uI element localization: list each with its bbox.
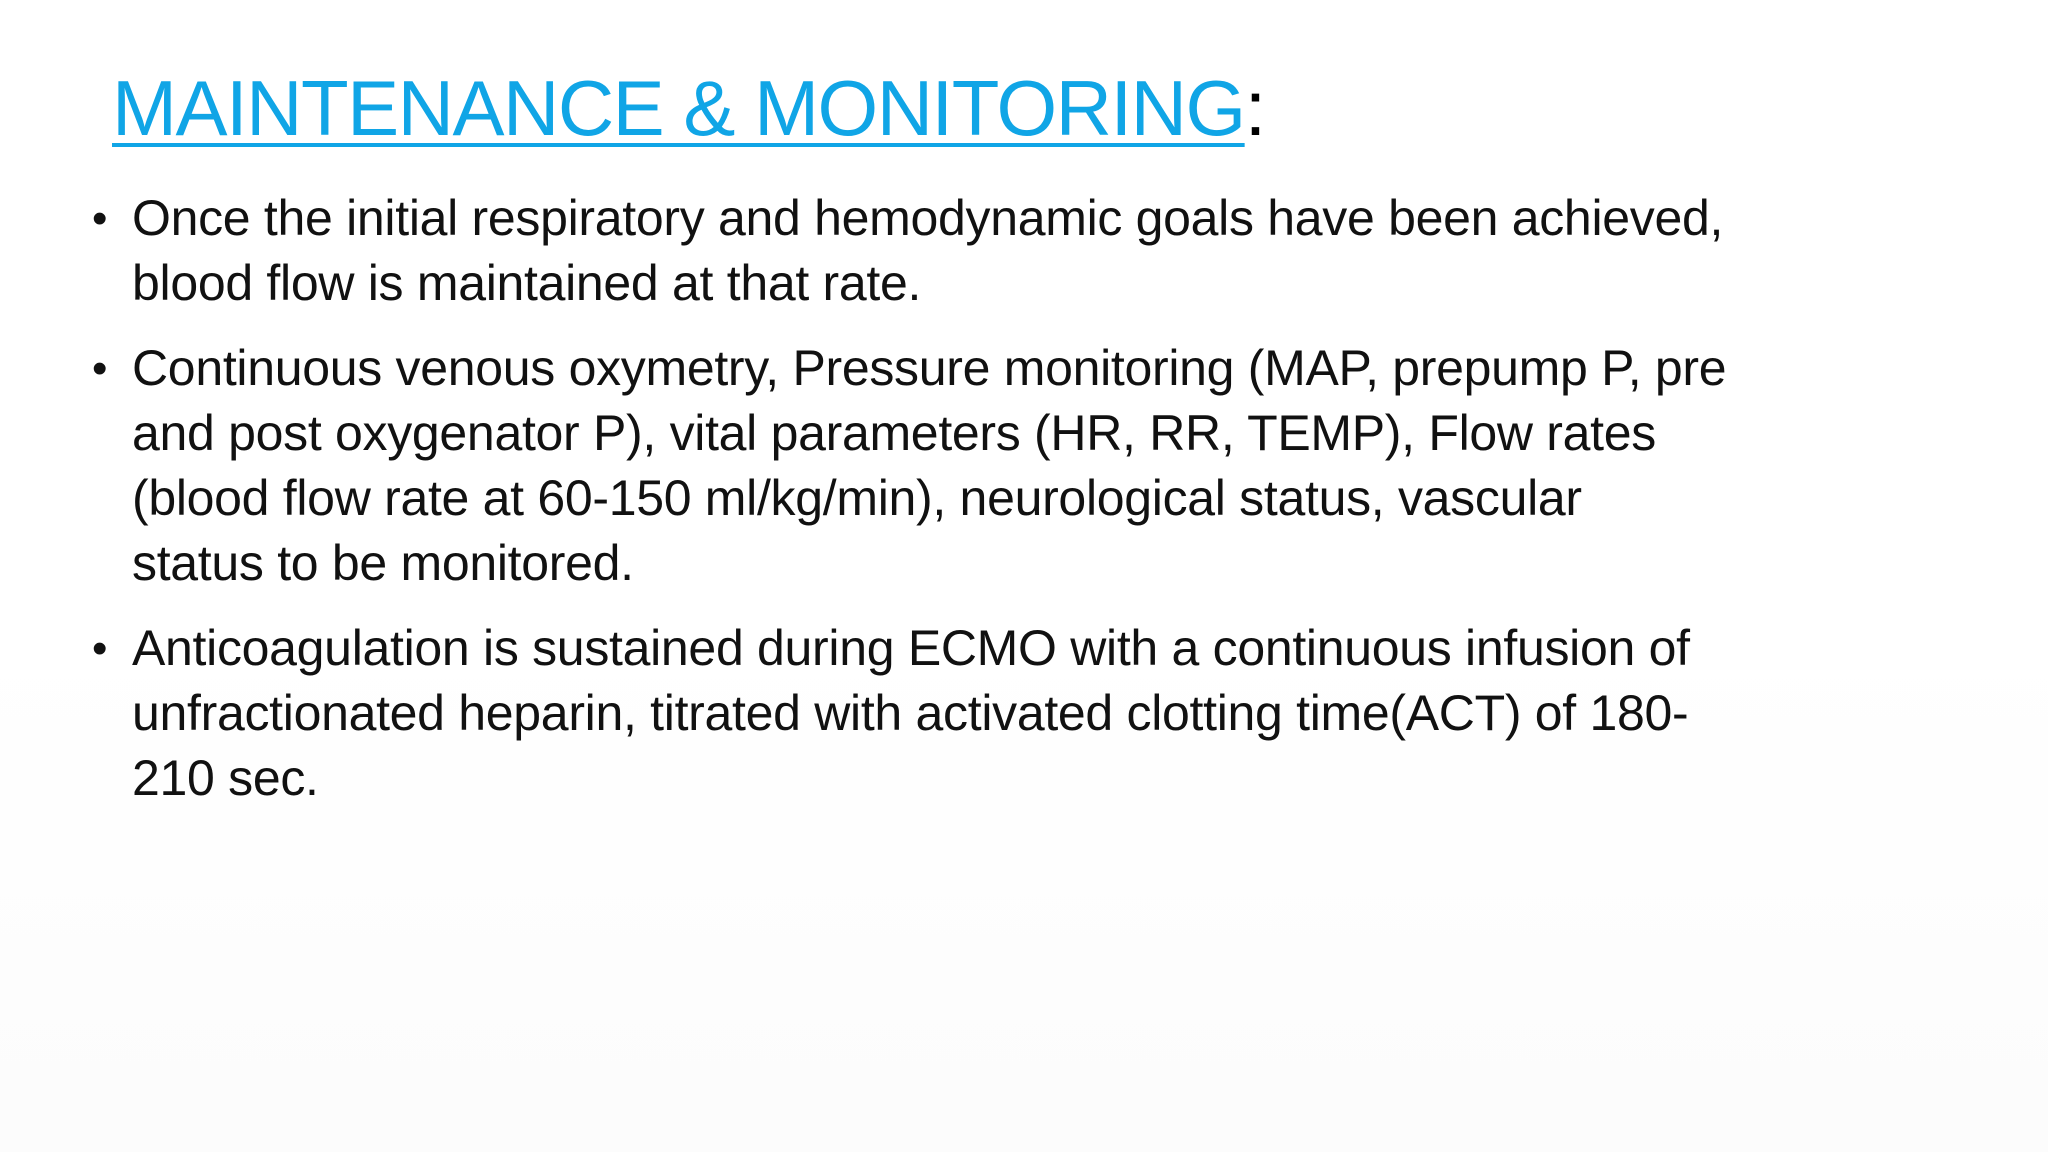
- bullet-dot-icon: •: [92, 344, 108, 393]
- bullet-dot-icon: •: [92, 624, 108, 673]
- bullet-item: [92, 616, 1952, 811]
- bullet-line: Once the initial respiratory and hemodynamic goals have been achieved,: [132, 190, 1724, 246]
- bullet-line: Anticoagulation is sustained during ECMO with a continuous infusion of: [132, 620, 1690, 676]
- bullet-line: and post oxygenator P), vital parameters (HR, RR, TEMP), Flow rates: [132, 405, 1656, 461]
- bullet-line: status to be monitored.: [132, 535, 634, 591]
- bullet-item: [92, 186, 1952, 316]
- bullet-line: Continuous venous oxymetry, Pressure monitoring (MAP, prepump P, pre: [132, 340, 1727, 396]
- bullet-dot-icon: •: [92, 194, 108, 243]
- bullet-line: unfractionated heparin, titrated with activated clotting time(ACT) of 180-: [132, 685, 1689, 741]
- bullet-line: 210 sec.: [132, 750, 319, 806]
- bullet-list: [92, 186, 1952, 831]
- slide-title: [112, 58, 1265, 158]
- slide-title-colon: :: [1244, 64, 1265, 152]
- slide-title-link[interactable]: MAINTENANCE & MONITORING: [112, 64, 1245, 152]
- bullet-item: [92, 336, 1952, 596]
- bullet-line: (blood flow rate at 60-150 ml/kg/min), neurological status, vascular: [132, 470, 1582, 526]
- bullet-line: blood flow is maintained at that rate.: [132, 255, 922, 311]
